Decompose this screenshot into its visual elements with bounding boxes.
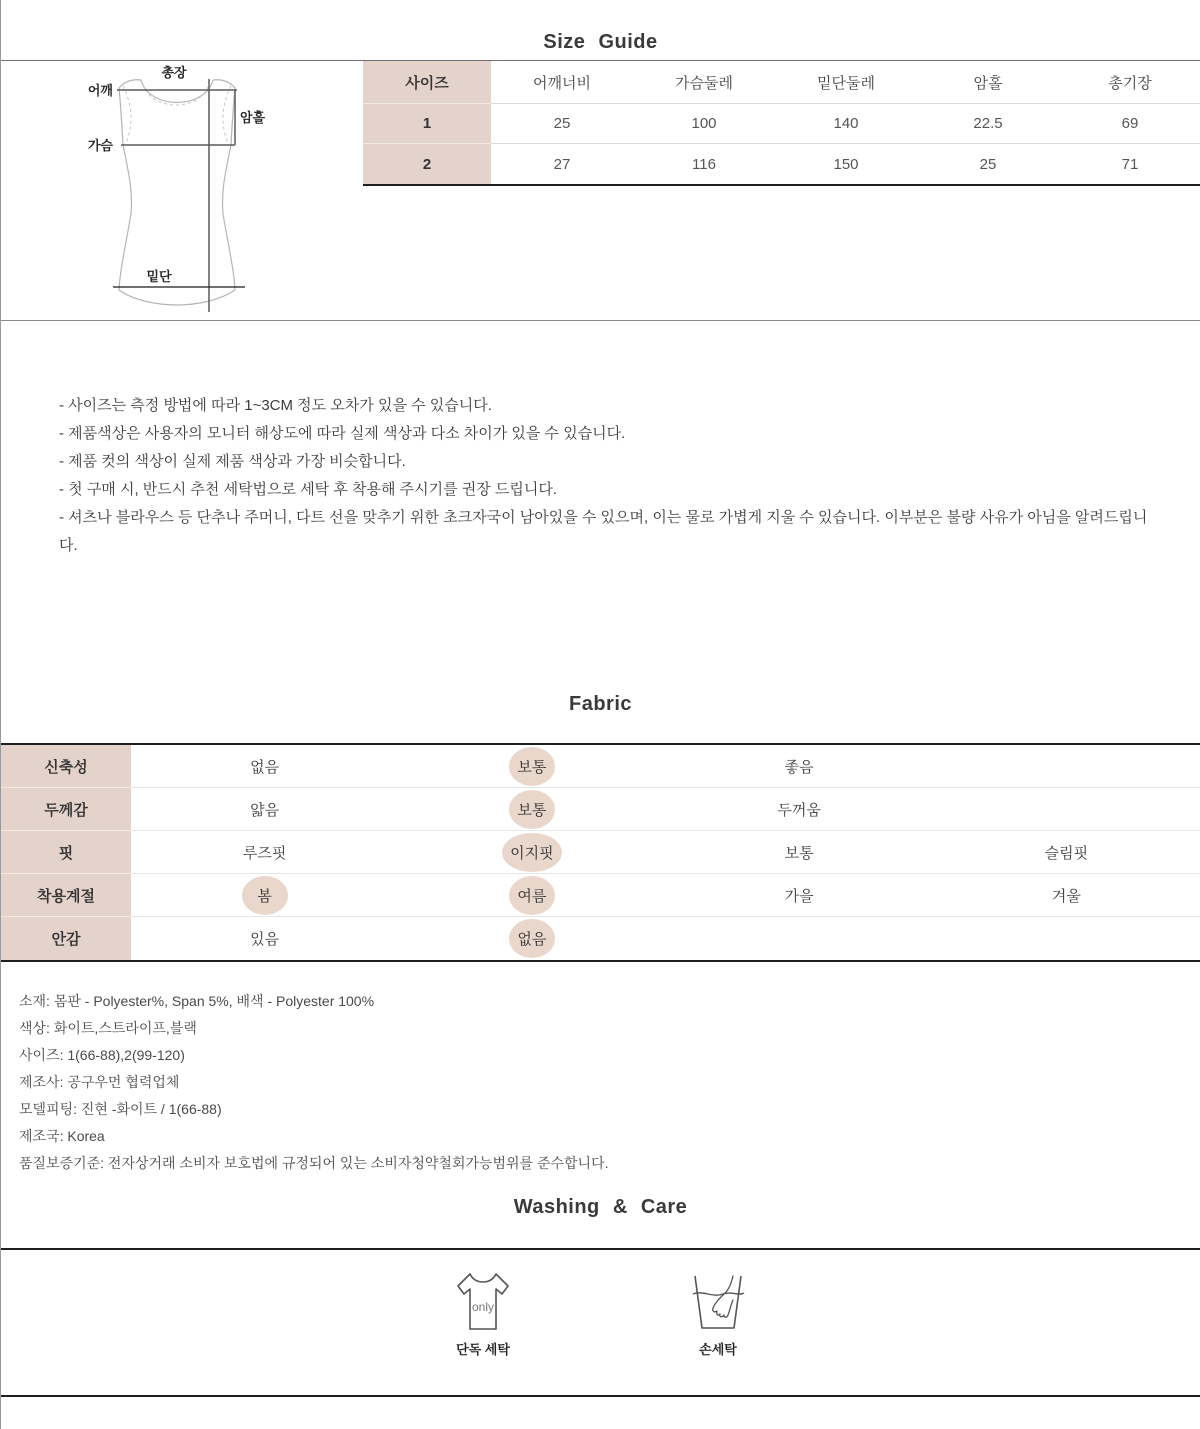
tshirt-only-icon: [454, 1270, 512, 1334]
size-table-cell: 140: [775, 104, 917, 144]
diagram-label-chest: 가슴: [87, 138, 113, 153]
fabric-option: 없음: [131, 745, 398, 788]
size-note: - 셔츠나 블라우스 등 단추나 주머니, 다트 선을 맞추기 위한 초크자국이 남아있을 수 있으며, 이는 물로 가볍게 지울 수 있습니다. 이부분은 불량 사유가 아님을 알려드립니다.: [59, 509, 1148, 554]
fabric-option-cell: [398, 874, 665, 917]
wash-instruction-label: 단독 세탁: [456, 1342, 510, 1357]
wash-instruction-handwash: [673, 1270, 763, 1358]
fabric-option: [933, 917, 1200, 960]
size-table-column-header: 밑단둘레: [775, 61, 917, 104]
fabric-option-selected-badge: 이지핏: [502, 833, 561, 872]
size-guide-title: Size Guide: [543, 31, 658, 53]
fabric-option-selected-badge: 보통: [509, 790, 555, 829]
neck-seam-dashed: [143, 84, 209, 105]
size-table-cell: 100: [633, 104, 775, 144]
fabric-option: 루즈핏: [131, 831, 398, 874]
diagram-label-shoulder: 어깨: [87, 83, 113, 98]
fabric-option-selected-badge: 봄: [242, 876, 288, 915]
size-note: - 제품 컷의 색상이 실제 제품 색상과 가장 비슷합니다.: [59, 453, 406, 470]
product-info-list: [19, 988, 1170, 1177]
size-table-column-header: 어깨너비: [491, 61, 633, 104]
dress-outline: [119, 80, 235, 305]
size-notes-list: [59, 392, 1164, 560]
size-table-column-header: 총기장: [1059, 61, 1200, 104]
fabric-row-label: 핏: [1, 831, 131, 874]
fabric-row-label: 신축성: [1, 745, 131, 788]
wash-instruction-label: 손세탁: [699, 1342, 737, 1357]
fabric-option: 있음: [250, 931, 280, 948]
wash-instruction-separate: [438, 1270, 528, 1358]
divider-size-guide-bottom: [1, 320, 1200, 321]
fabric-option-cell: [398, 745, 665, 788]
product-info-line: 품질보증기준: 전자상거래 소비자 보호법에 규정되어 있는 소비자청약철회가능범위를 준수합니다.: [19, 1155, 609, 1171]
fabric-row-label: 안감: [1, 917, 131, 960]
hand-wash-icon: [689, 1270, 747, 1334]
fabric-option-selected-badge: 여름: [509, 876, 555, 915]
fabric-option-cell: [398, 788, 665, 831]
fabric-option: 겨울: [933, 874, 1200, 917]
fabric-option-selected-badge: 없음: [509, 919, 555, 958]
size-table: [363, 61, 1200, 186]
divider-washing-top: [1, 1248, 1200, 1250]
size-table-cell: 25: [491, 104, 633, 144]
diagram-label-total-length: 총장: [161, 65, 187, 80]
fabric-option-cell: [398, 917, 665, 960]
size-table-cell: 25: [979, 155, 997, 173]
fabric-option: 가을: [666, 874, 933, 917]
product-info-line: 제조국: Korea: [19, 1128, 105, 1144]
size-table-column-header: 가슴둘레: [633, 61, 775, 104]
product-info-line: 모델피팅: 진현 -화이트 / 1(66-88): [19, 1101, 222, 1117]
size-table-cell: 22.5: [917, 104, 1059, 144]
size-note: - 사이즈는 측정 방법에 따라 1~3CM 정도 오차가 있을 수 있습니다.: [59, 397, 492, 414]
fabric-option-selected-badge: 보통: [509, 747, 555, 786]
fabric-option: 슬림핏: [933, 831, 1200, 874]
product-info-line: 사이즈: 1(66-88),2(99-120): [19, 1047, 185, 1063]
tshirt-only-text: only: [471, 1300, 495, 1314]
fabric-title: Fabric: [568, 693, 633, 715]
left-armhole-seam-dashed: [123, 86, 131, 143]
fabric-table: [1, 743, 1200, 962]
fabric-option-cell: [398, 831, 665, 874]
size-note: - 제품색상은 사용자의 모니터 해상도에 따라 실제 색상과 다소 차이가 있을 수 있습니다.: [59, 425, 626, 442]
fabric-option-cell: [131, 874, 398, 917]
product-info-line: 제조사: 공구우먼 협력업체: [19, 1074, 180, 1090]
product-info-line: 색상: 화이트,스트라이프,블랙: [19, 1020, 197, 1036]
size-table-corner-header: 사이즈: [363, 61, 491, 104]
fabric-option: 보통: [666, 831, 933, 874]
garment-diagram: [79, 64, 269, 316]
product-info-line: 소재: 몸판 - Polyester%, Span 5%, 배색 - Polyester 100%: [19, 993, 375, 1009]
diagram-label-hem: 밑단: [146, 269, 172, 284]
washing-care-title: Washing & Care: [513, 1196, 688, 1218]
fabric-option: 얇음: [131, 788, 398, 831]
size-table-cell: 116: [692, 155, 716, 173]
fabric-option: 두꺼움: [666, 788, 933, 831]
fabric-option: [933, 745, 1200, 788]
size-table-cell: 150: [833, 155, 859, 173]
sleeveless-dress-icon: [79, 64, 269, 316]
size-table-cell: 27: [553, 155, 571, 173]
fabric-option: [933, 788, 1200, 831]
divider-bottom: [1, 1395, 1200, 1397]
size-table-row-label: 2: [363, 144, 491, 184]
fabric-row-label: 두께감: [1, 788, 131, 831]
fabric-option: 좋음: [666, 745, 933, 788]
size-table-row-label: 1: [363, 104, 491, 144]
diagram-label-armhole: 암홀: [240, 110, 266, 125]
size-table-column-header: 암홀: [917, 61, 1059, 104]
size-table-cell: 71: [1121, 155, 1139, 173]
size-note: - 첫 구매 시, 반드시 추천 세탁법으로 세탁 후 착용해 주시기를 권장 드립니다.: [59, 481, 558, 498]
size-table-cell: 69: [1059, 104, 1200, 144]
fabric-row-label: 착용계절: [1, 874, 131, 917]
right-armhole-seam-dashed: [223, 86, 231, 143]
fabric-option: [666, 917, 933, 960]
